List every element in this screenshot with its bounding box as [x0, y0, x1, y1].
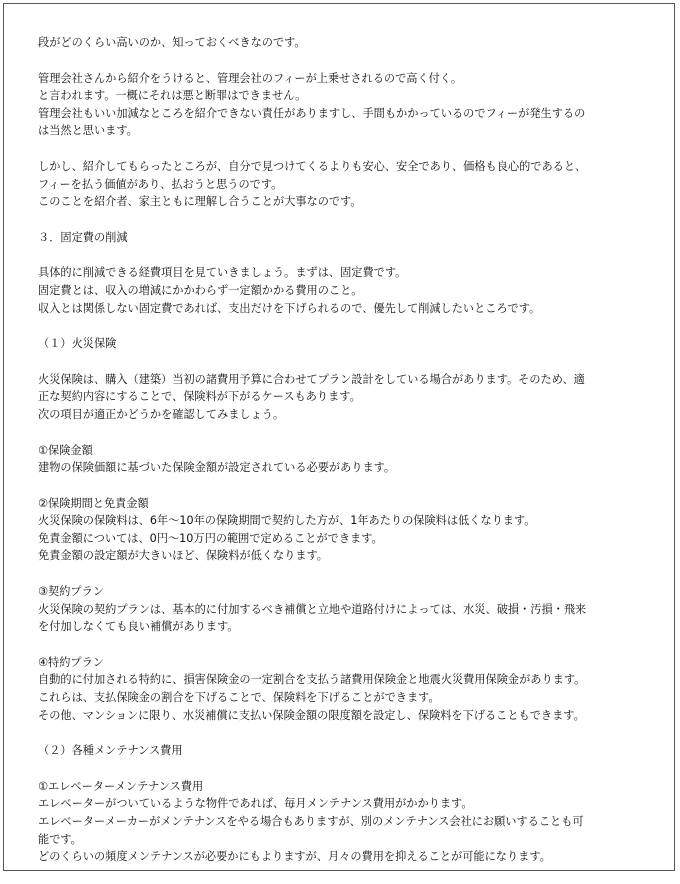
intro-paragraph	[38, 34, 650, 52]
text-line: 火災保険は、購入（建築）当初の諸費用予算に合わせてプラン設計をしている場合があります。そのため、適	[38, 372, 585, 386]
insurance-period-item	[38, 495, 650, 565]
text-line: は当然と思います。	[38, 124, 138, 138]
however-paragraph	[38, 158, 650, 211]
document-body	[38, 34, 650, 884]
text-line: 管理会社さんから紹介をうけると、管理会社のフィーが上乗せされるので高く付く。	[38, 71, 463, 85]
section-heading-fire-insurance	[38, 335, 650, 353]
text-line: どのくらいの頻度メンテナンスが必要かにもよりますが、月々の費用を抑えることが可能になります。	[38, 850, 551, 864]
special-plan-item	[38, 654, 650, 724]
item-title: ①保険金額	[38, 443, 93, 457]
text-line: しかし、紹介してもらったところが、自分で見つけてくるよりも安心、安全であり、価格も良心的であると、	[38, 159, 587, 173]
item-title: ②保険期間と免責金額	[38, 496, 149, 510]
text-line: 段がどのくらい高いのか、知っておくべきなのです。	[38, 36, 306, 49]
section-heading-maintenance	[38, 742, 650, 760]
text-line: と言われます。一概にそれは悪と断罪はできません。	[38, 89, 307, 103]
text-line: 建物の保険価額に基づいた保険金額が設定されている必要があります。	[38, 461, 396, 475]
text-line: 免責金額については、0円～10万円の範囲で定めることができます。	[38, 531, 383, 545]
text-line: 火災保険の契約プランは、基本的に付加するべき補償と立地や道路付けによっては、水災、破損・汚損・飛来	[38, 602, 587, 616]
document-page	[3, 3, 675, 871]
text-line: これらは、支払保険金の割合を下げることで、保険料を下げることができます。	[38, 691, 440, 705]
text-line: 管理会社もいい加減なところを紹介できない責任がありますし、手間もかかっているのでフィーが発生するの	[38, 106, 586, 120]
contract-plan-item	[38, 583, 650, 636]
text-line: 固定費とは、収入の増減にかかわらず一定額かかる費用のこと。	[38, 283, 363, 297]
heading-text: ３．固定費の削減	[38, 230, 128, 244]
text-line: 自動的に付加される特約に、損害保険金の一定割合を支払う諸費用保険金と地震火災費用保険金があります。	[38, 673, 586, 687]
text-line: 免責金額の設定額が大きいほど、保険料が低くなります。	[38, 549, 328, 563]
section-heading-fixed-cost	[38, 229, 650, 247]
fire-insurance-paragraph	[38, 371, 650, 424]
elevator-maintenance-item	[38, 778, 650, 866]
fixed-cost-paragraph	[38, 264, 650, 317]
heading-text: （２）各種メンテナンス費用	[38, 744, 183, 758]
text-line: エレベーターメーカーがメンテナンスをやる場合もありますが、別のメンテナンス会社にお願いすることも可	[38, 815, 584, 828]
text-line: このことを紹介者、家主ともに理解し合うことが大事なのです。	[38, 195, 362, 209]
text-line: 火災保険の保険料は、6年～10年の保険期間で契約した方が、1年あたりの保険料は低くなります。	[38, 514, 536, 528]
item-title: ④特約プラン	[38, 655, 104, 669]
text-line: その他、マンションに限り、水災補償に支払い保険金額の限度額を設定し、保険料を下げることもできます。	[38, 708, 585, 722]
item-title: ③契約プラン	[38, 585, 104, 599]
manager-fee-paragraph	[38, 70, 650, 140]
text-line: を付加しなくても良い補償があります。	[38, 620, 239, 634]
text-line: 次の項目が適正かどうかを確認してみましょう。	[38, 407, 285, 421]
text-line: 収入とは関係しない固定費であれば、支出だけを下げられるので、優先して削減したいところです。	[38, 301, 541, 315]
text-line: フィーを払う価値があり、払おうと思うのです。	[38, 177, 283, 191]
text-line: エレベーターがついているような物件であれば、毎月メンテナンス費用がかかります。	[38, 797, 473, 811]
text-line: 能です。	[38, 832, 82, 846]
text-line: 具体的に削減できる経費項目を見ていきましょう。まずは、固定費です。	[38, 266, 407, 280]
item-title: ①エレベーターメンテナンス費用	[38, 779, 204, 793]
heading-text: （１）火災保険	[38, 337, 117, 351]
insured-amount-item	[38, 442, 650, 477]
text-line: 正な契約内容にすることで、保険料が下がるケースもあります。	[38, 390, 361, 404]
